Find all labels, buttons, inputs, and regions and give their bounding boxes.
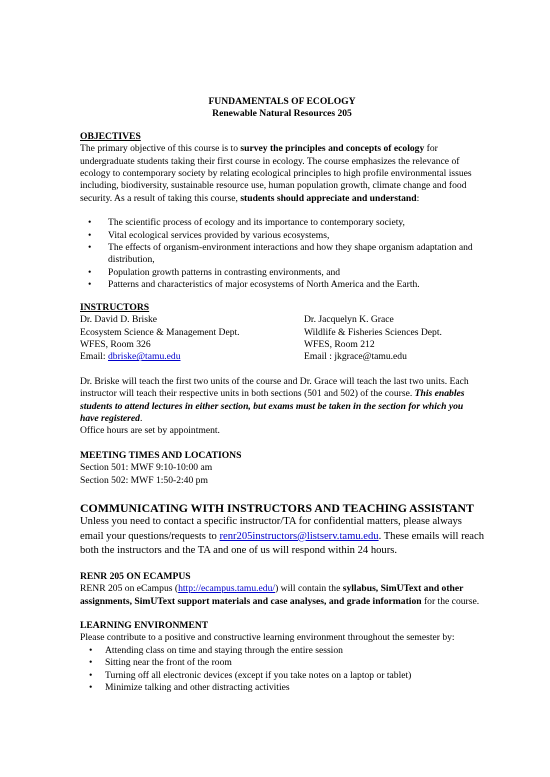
list-item-text: The effects of organism-environment interactions and how they shape organism adaptation and distribution, bbox=[108, 242, 473, 266]
note-emphasis: This enables students to attend lectures in either section, but exams must be taken in the section for which you have registered bbox=[80, 388, 465, 424]
ecampus-text-1: RENR 205 on eCampus ( bbox=[80, 583, 179, 595]
learning-heading: LEARNING ENVIRONMENT bbox=[80, 619, 209, 631]
instructor-email-text: jkgrace@tamu.edu bbox=[334, 351, 407, 363]
instructor-email bbox=[304, 351, 484, 363]
section-501: Section 501: MWF 9:10-10:00 am bbox=[80, 462, 213, 474]
ecampus-paragraph bbox=[80, 583, 484, 608]
ecampus-link[interactable]: http://ecampus.tamu.edu/ bbox=[178, 583, 276, 595]
instructors-columns bbox=[80, 314, 484, 364]
instructor-briske bbox=[80, 314, 304, 364]
objectives-bold-2: students should appreciate and understand bbox=[240, 192, 417, 204]
list-item bbox=[80, 279, 484, 291]
objectives-bold-1: survey the principles and concepts of ecology bbox=[240, 143, 425, 155]
bullet-icon: • bbox=[88, 217, 92, 229]
ecampus-bold: syllabus, SimUText and other assignments, SimUText support materials and case analyses, and grade information bbox=[80, 583, 464, 607]
list-item-text: Vital ecological services provided by various ecosystems, bbox=[108, 229, 330, 241]
list-item bbox=[80, 217, 484, 229]
objectives-list bbox=[80, 217, 484, 291]
instructor-email-link[interactable]: dbriske@tamu.edu bbox=[107, 351, 181, 363]
ecampus-text-3: for the course. bbox=[421, 595, 480, 607]
objectives-paragraph bbox=[80, 143, 484, 205]
instructor-name: Dr. David D. Briske bbox=[80, 314, 158, 326]
bullet-icon: • bbox=[88, 279, 92, 291]
instructors-note bbox=[80, 376, 484, 426]
list-item-text: Population growth patterns in contrasting environments, and bbox=[108, 266, 341, 278]
bullet-icon: • bbox=[88, 266, 92, 278]
instructor-grace bbox=[304, 314, 484, 364]
meetings-heading: MEETING TIMES AND LOCATIONS bbox=[80, 449, 242, 461]
list-item-text: Sitting near the front of the room bbox=[105, 657, 232, 669]
listserv-email-link[interactable]: renr205instructors@listserv.tamu.edu bbox=[219, 530, 379, 542]
list-item-text: Patterns and characteristics of major ecosystems of North America and the Earth. bbox=[108, 279, 420, 291]
list-item-text: Attending class on time and staying through the entire session bbox=[105, 644, 343, 656]
instructor-room: WFES, Room 326 bbox=[80, 338, 151, 350]
list-item-text: Minimize talking and other distracting activities bbox=[105, 682, 290, 693]
list-item-text: Turning off all electronic devices (except if you take notes on a laptop or tablet) bbox=[105, 669, 412, 681]
course-code: Renewable Natural Resources 205 bbox=[212, 108, 352, 120]
email-label: Email : bbox=[304, 351, 335, 363]
list-item bbox=[80, 230, 484, 242]
objectives-heading: OBJECTIVES bbox=[80, 130, 141, 142]
bullet-icon: • bbox=[89, 657, 93, 669]
instructor-dept: Wildlife & Fisheries Sciences Dept. bbox=[304, 326, 442, 338]
bullet-icon: • bbox=[89, 669, 93, 681]
section-502: Section 502: MWF 1:50-2:40 pm bbox=[80, 474, 208, 486]
bullet-icon: • bbox=[88, 242, 92, 254]
instructor-dept: Ecosystem Science & Management Dept. bbox=[80, 326, 240, 338]
list-item bbox=[80, 682, 484, 694]
bullet-icon: • bbox=[89, 644, 93, 656]
email-label: Email: bbox=[80, 351, 108, 363]
instructors-heading: INSTRUCTORS bbox=[80, 301, 150, 313]
learning-list bbox=[80, 645, 484, 695]
communicating-heading: COMMUNICATING WITH INSTRUCTORS AND TEACHING ASSISTANT bbox=[80, 500, 474, 515]
course-title: FUNDAMENTALS OF ECOLOGY bbox=[208, 96, 356, 107]
bullet-icon: • bbox=[89, 682, 93, 693]
instructor-name: Dr. Jacquelyn K. Grace bbox=[304, 314, 394, 326]
list-item bbox=[80, 645, 484, 657]
list-item-text: The scientific process of ecology and its importance to contemporary society, bbox=[108, 217, 405, 229]
note-text: Dr. Briske will teach the first two units of the course and Dr. Grace will teach the last two units. Each instructor will teach their respective units in both sections (501 and 502) of the course. bbox=[80, 375, 469, 400]
communicating-paragraph bbox=[80, 515, 484, 559]
list-item bbox=[80, 267, 484, 279]
communicating-text-2: . These emails will reach both the instructors and the TA and one of us will respond within 24 hours. bbox=[80, 530, 485, 557]
instructor-email bbox=[80, 351, 304, 363]
list-item bbox=[80, 242, 484, 267]
objectives-text-3: : bbox=[416, 192, 420, 204]
communicating-text-1: Unless you need to contact a specific instructor/TA for confidential matters, please always email your questions/requests to bbox=[80, 515, 462, 542]
objectives-text-1: The primary objective of this course is to bbox=[80, 143, 241, 155]
ecampus-text-2: ) will contain the bbox=[275, 583, 343, 595]
list-item bbox=[80, 670, 484, 682]
office-hours: Office hours are set by appointment. bbox=[80, 425, 220, 437]
learning-intro: Please contribute to a positive and constructive learning environment throughout the semester by: bbox=[80, 632, 455, 644]
note-end: . bbox=[139, 412, 143, 424]
ecampus-heading: RENR 205 ON ECAMPUS bbox=[80, 570, 191, 582]
instructor-room: WFES, Room 212 bbox=[304, 338, 375, 350]
list-item bbox=[80, 657, 484, 669]
objectives-text-2: for undergraduate students taking their first course in ecology. The course emphasizes the relevance of ecology to contemporary society by relating ecological principles to high profile environmental issues including, biodiversity, sustainable resource use, human population growth, climate change and food security. As a result of taking this course, bbox=[80, 143, 472, 204]
bullet-icon: • bbox=[88, 229, 92, 241]
